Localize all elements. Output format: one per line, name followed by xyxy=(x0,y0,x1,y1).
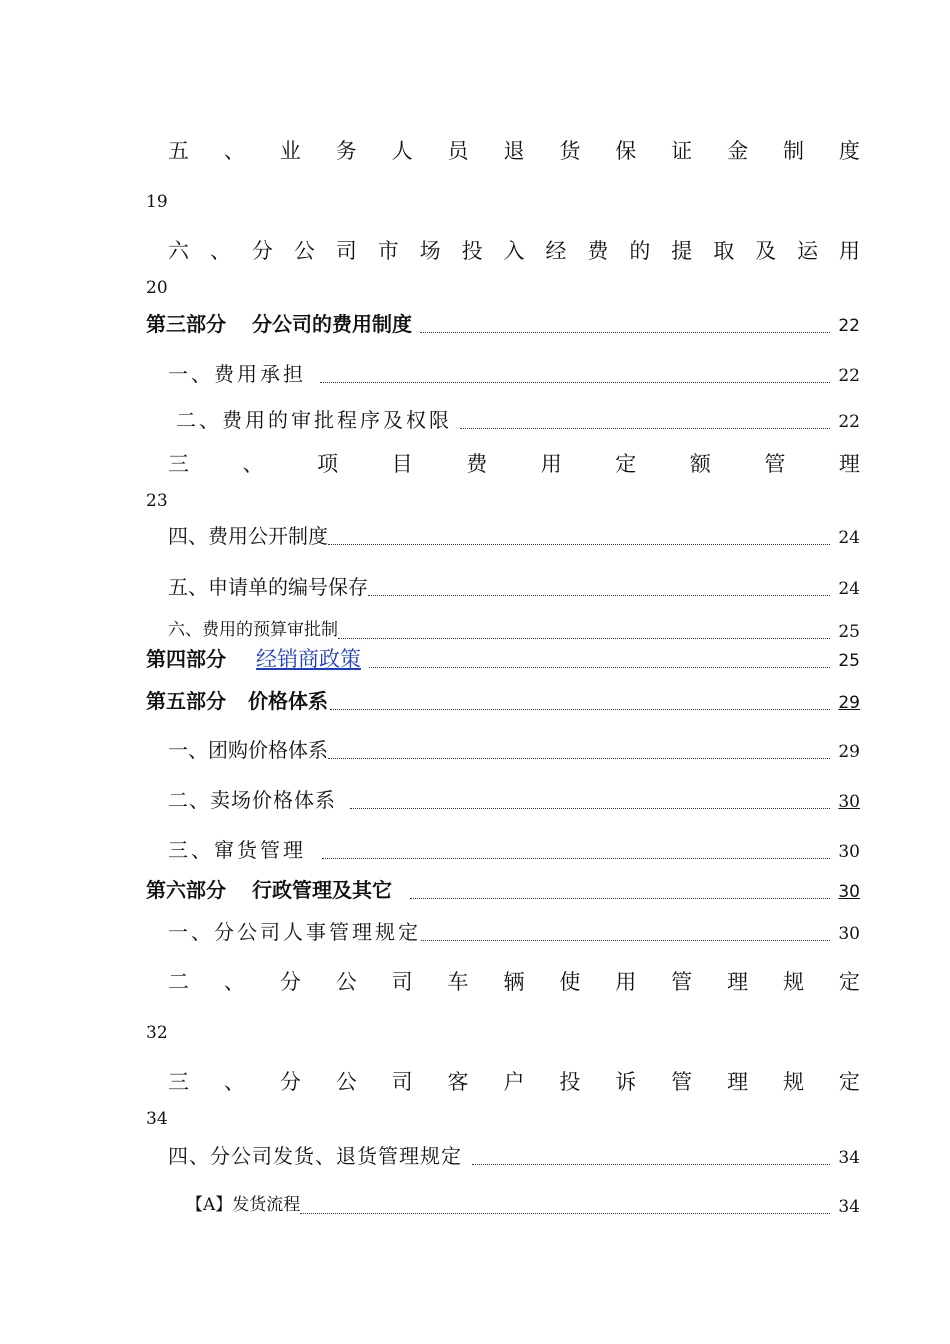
toc-heading-spread xyxy=(168,970,860,994)
toc-page-number: 24 xyxy=(838,528,860,548)
heading-char: 目 xyxy=(391,452,413,476)
heading-char: 三 xyxy=(168,452,189,476)
toc-heading-spread xyxy=(168,452,860,476)
heading-char: 用 xyxy=(540,452,562,476)
heading-char: 管 xyxy=(671,1070,693,1094)
dotted-leader xyxy=(369,666,830,668)
toc-page-number: 30 xyxy=(838,792,860,812)
heading-char: 理 xyxy=(838,452,860,476)
toc-entry-label: 六、费用的预算审批制 xyxy=(168,620,338,640)
dotted-leader xyxy=(368,594,830,596)
heading-char: 金 xyxy=(727,139,749,163)
heading-char: 保 xyxy=(615,139,637,163)
toc-entry[interactable] xyxy=(168,838,860,862)
toc-entry-label: 一、费用承担 xyxy=(168,362,306,386)
toc-page-number: 25 xyxy=(838,622,860,642)
heading-char: 市 xyxy=(377,239,399,263)
heading-char: 运 xyxy=(797,239,819,263)
dotted-leader xyxy=(421,939,830,941)
heading-char: 制 xyxy=(782,139,804,163)
part-number: 第三部分 xyxy=(146,312,226,336)
dotted-leader xyxy=(320,381,830,383)
heading-char: 户 xyxy=(503,1070,525,1094)
dotted-leader xyxy=(322,857,830,859)
heading-char: 车 xyxy=(447,970,469,994)
dotted-leader xyxy=(472,1163,830,1165)
heading-char: 度 xyxy=(838,139,860,163)
toc-entry[interactable] xyxy=(168,788,860,812)
heading-char: 货 xyxy=(559,139,581,163)
heading-char: 定 xyxy=(838,1070,860,1094)
heading-char: 诉 xyxy=(615,1070,637,1094)
part-title: 价格体系 xyxy=(248,689,328,713)
toc-page-number: 22 xyxy=(838,316,860,336)
heading-char: 客 xyxy=(447,1070,469,1094)
part-title-link[interactable]: 经销商政策 xyxy=(256,647,361,671)
toc-heading-spread xyxy=(168,139,860,163)
toc-page-number: 25 xyxy=(838,651,860,671)
heading-char: 规 xyxy=(782,1070,804,1094)
heading-char: 定 xyxy=(615,452,637,476)
dotted-leader xyxy=(330,708,830,710)
toc-page-number: 29 xyxy=(838,742,860,762)
heading-char: 、 xyxy=(209,239,231,263)
heading-char: 取 xyxy=(713,239,735,263)
heading-char: 退 xyxy=(503,139,525,163)
heading-char: 及 xyxy=(755,239,777,263)
heading-char: 投 xyxy=(461,239,483,263)
heading-char: 三 xyxy=(168,1070,189,1094)
toc-entry-label: 五、申请单的编号保存 xyxy=(168,575,368,599)
heading-char: 投 xyxy=(559,1070,581,1094)
toc-entry[interactable] xyxy=(168,618,860,642)
toc-page-number: 30 xyxy=(838,924,860,944)
heading-char: 证 xyxy=(671,139,693,163)
toc-page-number: 32 xyxy=(146,1023,168,1043)
heading-char: 、 xyxy=(223,1070,245,1094)
heading-char: 辆 xyxy=(503,970,525,994)
toc-heading-spread xyxy=(168,239,860,263)
heading-char: 额 xyxy=(689,452,711,476)
toc-entry-label: 一、团购价格体系 xyxy=(168,738,328,762)
heading-char: 入 xyxy=(503,239,525,263)
heading-char: 用 xyxy=(839,239,860,263)
heading-char: 费 xyxy=(466,452,488,476)
heading-char: 公 xyxy=(335,1070,357,1094)
toc-page-number: 20 xyxy=(146,278,168,298)
dotted-leader xyxy=(300,1212,830,1214)
dotted-leader xyxy=(328,757,830,759)
toc-page-number: 34 xyxy=(838,1148,860,1168)
heading-char: 六 xyxy=(168,239,189,263)
toc-entry-label: 三、窜货管理 xyxy=(168,838,306,862)
toc-entry[interactable] xyxy=(168,1144,860,1168)
toc-page-number: 19 xyxy=(146,192,168,212)
toc-entry-label: 二、费用的审批程序及权限 xyxy=(176,408,452,432)
heading-char: 员 xyxy=(447,139,469,163)
heading-char: 二 xyxy=(168,970,189,994)
toc-entry[interactable] xyxy=(176,408,860,432)
dotted-leader xyxy=(460,427,830,429)
heading-char: 司 xyxy=(335,239,357,263)
heading-char: 理 xyxy=(727,970,749,994)
toc-page-number: 29 xyxy=(838,693,860,713)
toc-part-5[interactable] xyxy=(146,689,860,713)
heading-char: 分 xyxy=(279,1070,301,1094)
toc-page-number: 24 xyxy=(838,579,860,599)
part-title: 分公司的费用制度 xyxy=(252,312,412,336)
part-number: 第五部分 xyxy=(146,689,226,713)
heading-char: 提 xyxy=(671,239,693,263)
part-number: 第四部分 xyxy=(146,647,226,671)
heading-char: 定 xyxy=(838,970,860,994)
toc-entry[interactable] xyxy=(168,738,860,762)
heading-char: 、 xyxy=(242,452,264,476)
toc-part-4[interactable] xyxy=(146,647,860,671)
toc-entry[interactable] xyxy=(168,362,860,386)
heading-char: 五 xyxy=(168,139,189,163)
toc-entry-label: 【A】发货流程 xyxy=(186,1195,301,1215)
toc-page-number: 34 xyxy=(146,1109,168,1129)
toc-part-6[interactable] xyxy=(146,878,860,902)
toc-page-number: 23 xyxy=(146,491,168,511)
toc-page-number: 30 xyxy=(838,842,860,862)
heading-char: 公 xyxy=(335,970,357,994)
heading-char: 分 xyxy=(251,239,273,263)
dotted-leader xyxy=(350,807,830,809)
toc-entry[interactable] xyxy=(168,524,860,548)
toc-page-number: 30 xyxy=(838,882,860,902)
toc-entry[interactable] xyxy=(168,575,860,599)
heading-char: 使 xyxy=(559,970,581,994)
toc-entry-label: 四、分公司发货、退货管理规定 xyxy=(168,1144,462,1168)
heading-char: 场 xyxy=(419,239,441,263)
heading-char: 理 xyxy=(727,1070,749,1094)
toc-entry-label: 二、卖场价格体系 xyxy=(168,788,336,812)
heading-char: 规 xyxy=(782,970,804,994)
dotted-leader xyxy=(328,543,830,545)
heading-char: 经 xyxy=(545,239,567,263)
heading-char: 管 xyxy=(764,452,786,476)
heading-char: 项 xyxy=(317,452,339,476)
dotted-leader xyxy=(410,897,830,899)
dotted-leader xyxy=(420,331,830,333)
heading-char: 司 xyxy=(391,1070,413,1094)
heading-char: 公 xyxy=(293,239,315,263)
heading-char: 司 xyxy=(391,970,413,994)
toc-entry-label: 四、费用公开制度 xyxy=(168,524,328,548)
heading-char: 费 xyxy=(587,239,609,263)
heading-char: 、 xyxy=(223,139,245,163)
heading-char: 管 xyxy=(671,970,693,994)
part-title: 行政管理及其它 xyxy=(252,878,392,902)
heading-char: 务 xyxy=(335,139,357,163)
heading-char: 的 xyxy=(629,239,651,263)
heading-char: 业 xyxy=(279,139,301,163)
part-number: 第六部分 xyxy=(146,878,226,902)
toc-page-number: 22 xyxy=(838,412,860,432)
toc-entry-label: 一、分公司人事管理规定 xyxy=(168,920,421,944)
toc-page-number: 34 xyxy=(838,1197,860,1217)
toc-page-number: 22 xyxy=(838,366,860,386)
dotted-leader xyxy=(338,637,830,639)
heading-char: 分 xyxy=(279,970,301,994)
heading-char: 、 xyxy=(223,970,245,994)
toc-heading-spread xyxy=(168,1070,860,1094)
heading-char: 用 xyxy=(615,970,637,994)
heading-char: 人 xyxy=(391,139,413,163)
toc-entry[interactable] xyxy=(186,1193,860,1217)
toc-part-3[interactable] xyxy=(146,312,860,336)
toc-entry[interactable] xyxy=(168,920,860,944)
